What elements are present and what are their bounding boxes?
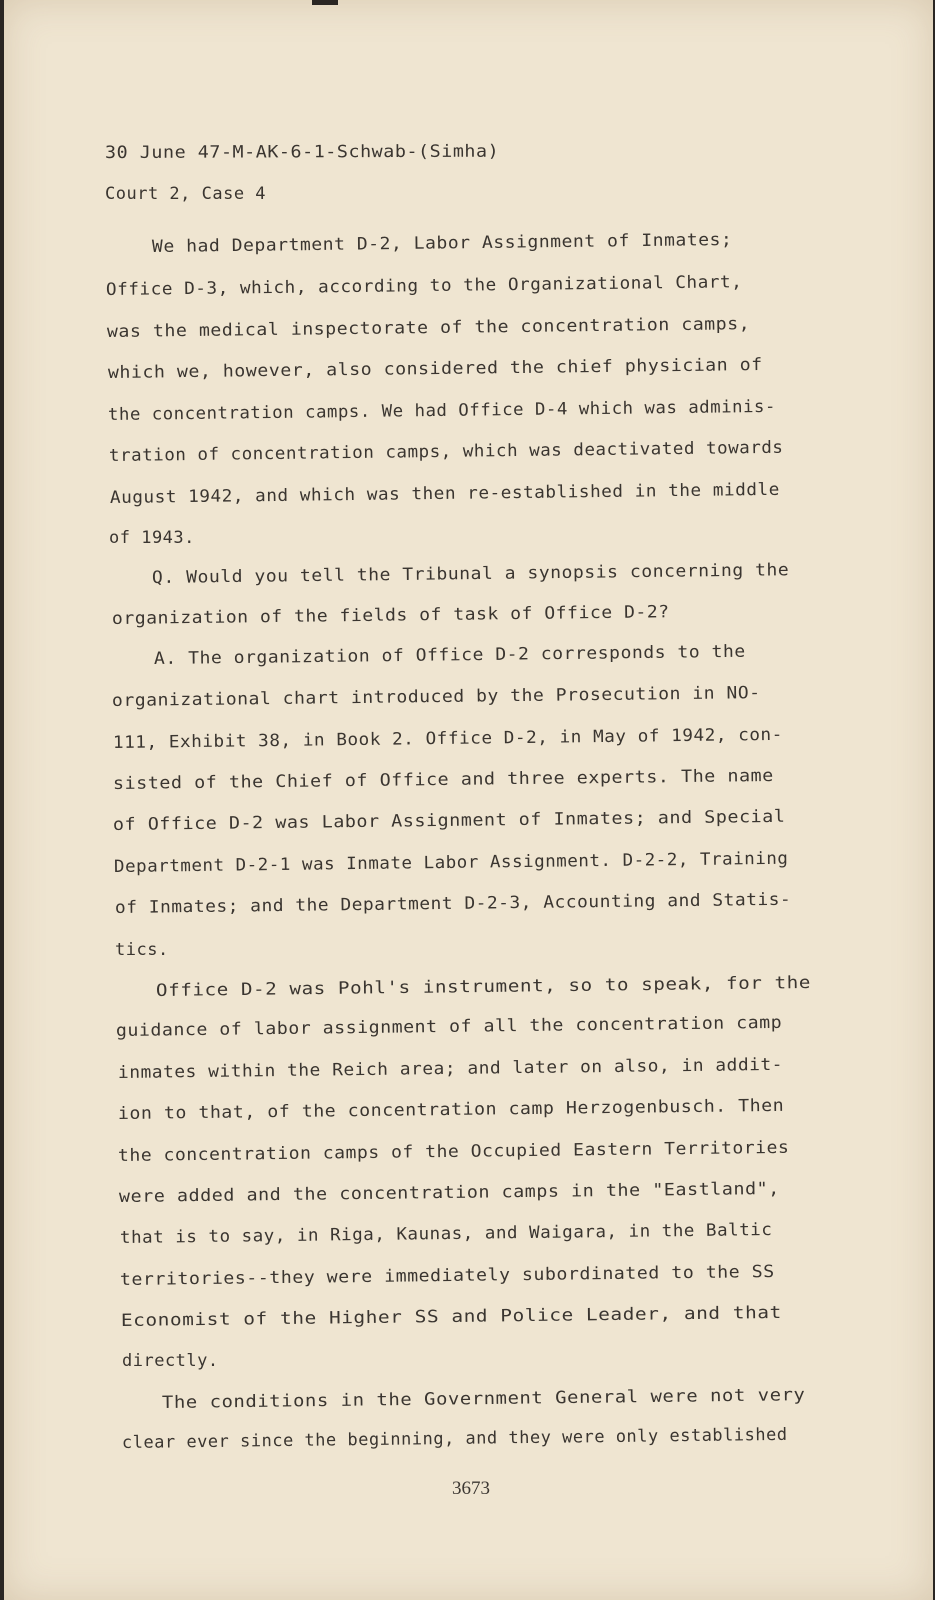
body-line: territories--they were immediately subordinated to the SS	[119, 1262, 775, 1290]
body-line: ion to that, of the concentration camp Herzogenbusch. Then	[117, 1095, 785, 1124]
body-line: were added and the concentration camps in the "Eastland",	[118, 1178, 780, 1207]
body-line: of Office D-2 was Labor Assignment of Inmates; and Special	[112, 806, 786, 835]
body-line: organizational chart introduced by the Prosecution in NO-	[111, 683, 761, 711]
body-line: Office D-2 was Pohl's instrument, so to speak, for the	[155, 972, 812, 1001]
body-line: August 1942, and which was then re-established in the middle	[109, 479, 780, 508]
binding-mark	[312, 0, 338, 5]
body-line: Office D-3, which, according to the Organizational Chart,	[105, 272, 743, 300]
body-line: which we, however, also considered the chief physician of	[107, 355, 763, 383]
body-line: of Inmates; and the Department D-2-3, Accounting and Statis-	[114, 889, 792, 918]
document-page	[4, 0, 933, 1600]
body-line: guidance of labor assignment of all the concentration camp	[115, 1012, 783, 1041]
body-line: We had Department D-2, Labor Assignment of Inmates;	[151, 229, 733, 257]
body-line: directly.	[122, 1351, 219, 1371]
body-line: inmates within the Reich area; and later on also, in addit-	[117, 1054, 784, 1083]
body-line: The conditions in the Government General were not very	[161, 1385, 806, 1413]
answer-line: A. The organization of Office D-2 corresponds to the	[153, 641, 746, 669]
body-line: that is to say, in Riga, Kaunas, and Waigara, in the Baltic	[119, 1220, 773, 1248]
header-reference: 30 June 47-M-AK-6-1-Schwab-(Simha)	[104, 141, 500, 163]
body-line: 111, Exhibit 38, in Book 2. Office D-2, in May of 1942, con-	[112, 724, 783, 753]
body-line: sisted of the Chief of Office and three experts. The name	[112, 765, 774, 794]
question-line: Q. Would you tell the Tribunal a synopsis concerning the	[151, 560, 790, 588]
body-line: Economist of the Higher SS and Police Leader, and that	[120, 1302, 782, 1331]
body-line: tics.	[115, 940, 169, 960]
body-line: organization of the fields of task of Office D-2?	[111, 602, 670, 629]
body-line: of 1943.	[109, 528, 195, 548]
body-line: was the medical inspectorate of the concentration camps,	[106, 314, 751, 342]
body-line: tration of concentration camps, which was deactivated towards	[108, 437, 784, 466]
header-court: Court 2, Case 4	[105, 184, 267, 204]
body-line: the concentration camps of the Occupied Eastern Territories	[117, 1137, 790, 1166]
body-line: clear ever since the beginning, and they were only established	[121, 1424, 788, 1453]
page-number: 3673	[452, 1478, 490, 1499]
body-line: the concentration camps. We had Office D-4 which was adminis-	[107, 396, 776, 425]
body-line: Department D-2-1 was Inmate Labor Assignment. D-2-2, Training	[113, 848, 789, 877]
